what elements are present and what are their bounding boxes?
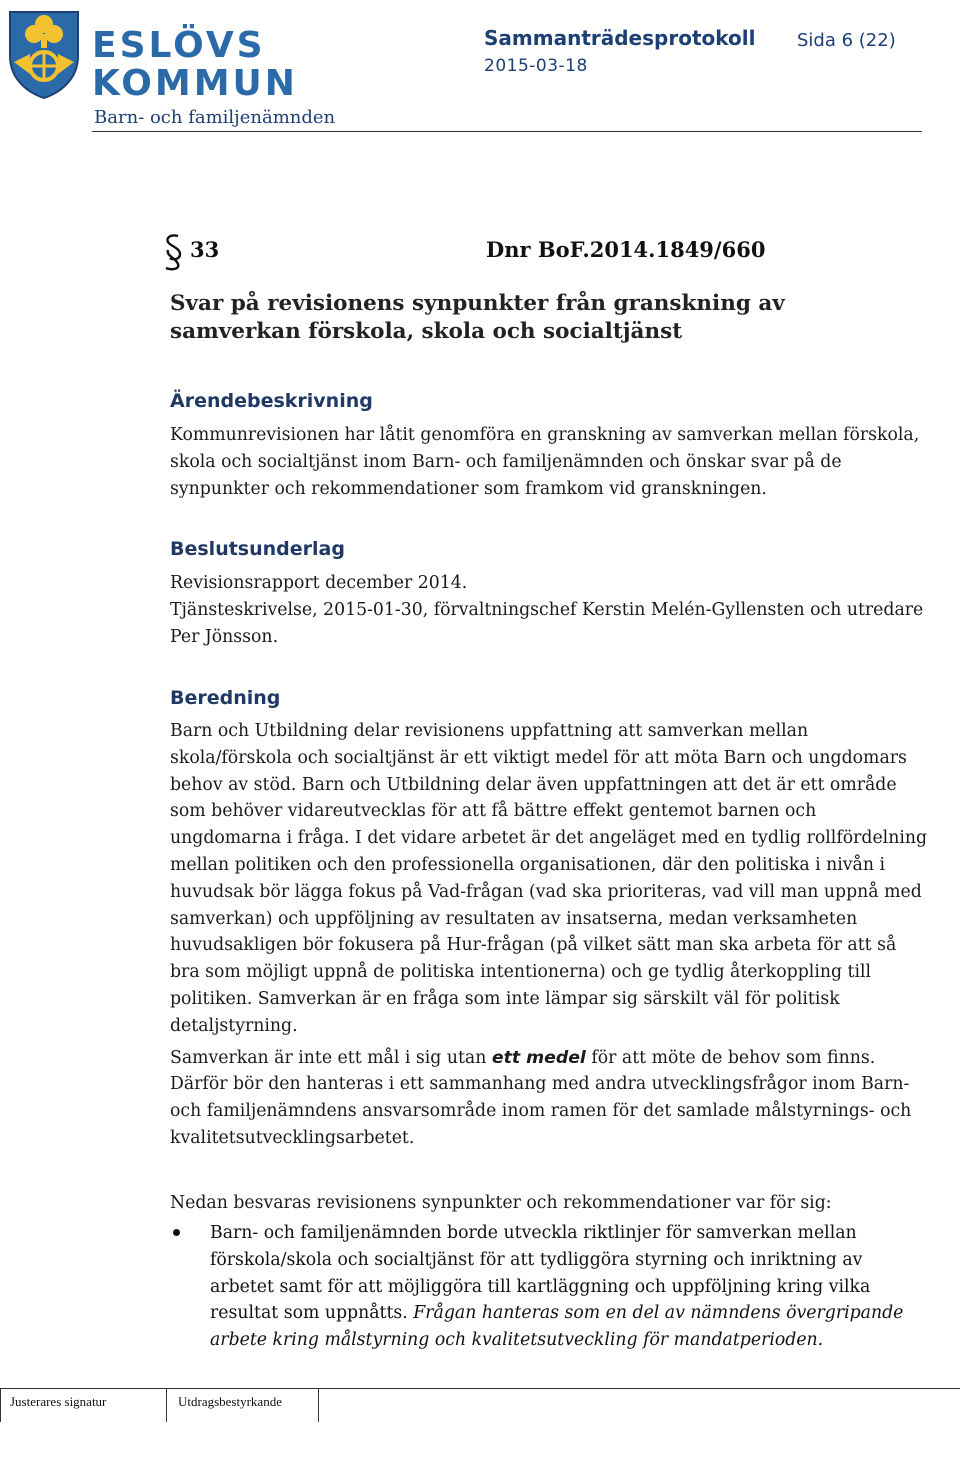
footer-divider — [0, 1388, 960, 1389]
bullet-icon — [173, 1229, 180, 1236]
coat-of-arms-icon — [4, 4, 84, 100]
case-dnr: Dnr BoF.2014.1849/660 — [486, 237, 766, 262]
footer-cell-divider — [166, 1388, 167, 1422]
bullet-text — [210, 1220, 930, 1354]
bullet-recommendation: Barn- och familjenämnden borde utveckla riktlinjer för samverkan mellan förskola/skola och socialtjänst för att tydliggöra styrning och inriktning av arbetet samt för att möjliggöra till kartläggning och uppföljning kring vilka resultat som uppnåtts. — [210, 1223, 871, 1324]
footer-cell-divider — [0, 1388, 1, 1422]
municipality-name-line1: ESLÖVS — [92, 25, 266, 66]
basis-item: Tjänsteskrivelse, 2015-01-30, förvaltningschef Kerstin Melén-Gyllensten och utredare Per Jönsson. — [170, 599, 924, 647]
answers-intro — [170, 1190, 930, 1217]
basis-heading: Beslutsunderlag — [170, 538, 345, 560]
header-divider — [92, 131, 922, 132]
description-text — [170, 422, 930, 502]
protocol-title: Sammanträdesprotokoll — [484, 26, 756, 50]
footer-cell-divider — [318, 1388, 319, 1422]
description-heading: Ärendebeskrivning — [170, 390, 373, 412]
samverkan-emphasis: ett medel — [491, 1047, 586, 1068]
samverkan-paragraph — [170, 1045, 930, 1152]
bullet-answer: Frågan hanteras som en del av nämndens övergripande arbete kring målstyrning och kvalitetsutveckling för mandatperioden. — [210, 1303, 904, 1351]
extract-label: Utdragsbestyrkande — [178, 1394, 282, 1409]
case-title: Svar på revisionens synpunkter från granskning av samverkan förskola, skola och socialtjänst — [170, 291, 785, 344]
preparation-text — [170, 718, 930, 1152]
samverkan-pre: Samverkan är inte ett mål i sig utan — [170, 1047, 492, 1068]
description-paragraph: Kommunrevisionen har låtit genomföra en granskning av samverkan mellan förskola, skola och socialtjänst inom Barn- och familjenämnden och önskar svar på de synpunkter och rekommendationer som framkom vid granskningen. — [170, 425, 920, 499]
municipality-logo — [4, 4, 298, 104]
protocol-date: 2015-03-18 — [484, 56, 588, 76]
paragraph-number: 33 — [190, 237, 220, 262]
preparation-paragraph: Barn och Utbildning delar revisionens uppfattning att samverkan mellan skola/förskola och socialtjänst är ett viktigt medel för att möta Barn och ungdomars behov av stöd. Barn och Utbildning delar även uppfattningen att det är ett område som behöver vidareutvecklas för att få bättre effekt gentemot barnen och ungdomarna i fråga. I det vidare arbetet är det angeläget med en tydlig rollfördelning mellan politiken och den professionella organisationen, där den politiska i nivån i huvudsak bör lägga fokus på Vad-frågan (vad ska prioriteras, vad vill man uppnå med samverkan) och uppföljning av resultaten av insatserna, medan verksamheten huvudsakligen bör fokusera på Hur-frågan (på vilket sätt man ska arbeta för att så bra som möjligt uppnå de politiska intentionerna) och ge tydlig återkoppling till politiken. Samverkan är en fråga som inte lämpar sig särskilt väl för politisk detaljstyrning. — [170, 721, 928, 1036]
answers-intro-text: Nedan besvaras revisionens synpunkter och rekommendationer var för sig: — [170, 1193, 832, 1213]
basis-item: Revisionsrapport december 2014. — [170, 573, 468, 593]
basis-list — [170, 570, 930, 650]
paragraph-sign-icon — [158, 232, 188, 276]
preparation-heading: Beredning — [170, 687, 281, 709]
municipality-name-line2: KOMMUN — [92, 63, 298, 104]
samverkan-post: för att möte de behov som finns. Därför bör den hanteras i ett sammanhang med andra utvecklingsfrågor inom Barn- och familjenämndens ansvarsområde inom ramen för det samlade målstyrnings- och kvalitetsutvecklingsarbetet. — [170, 1047, 912, 1148]
committee-name: Barn- och familjenämnden — [94, 107, 336, 128]
signature-label: Justerares signatur — [10, 1394, 107, 1409]
page-number: Sida 6 (22) — [797, 30, 896, 51]
